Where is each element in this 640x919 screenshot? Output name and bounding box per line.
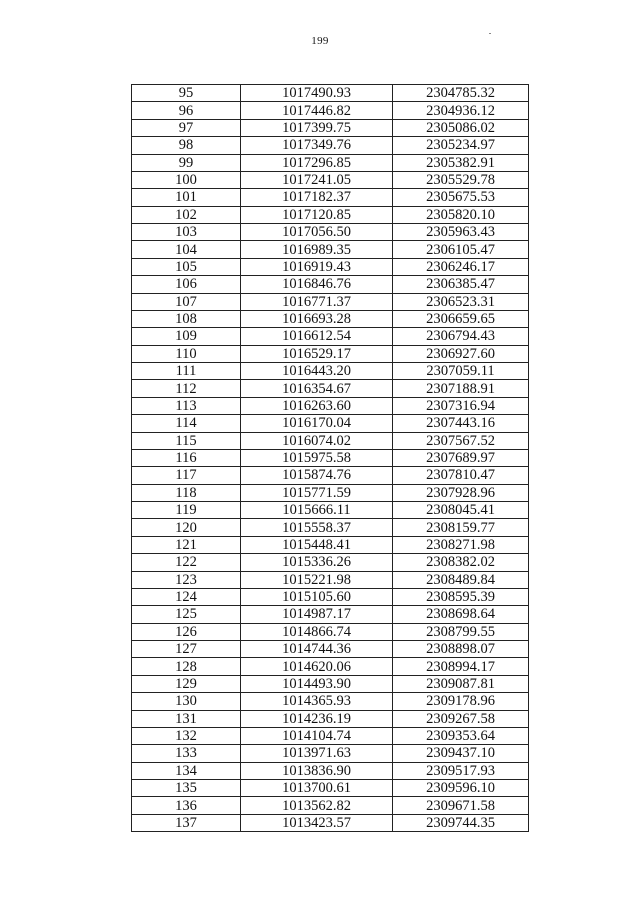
point-number-cell: 124 [132, 588, 241, 605]
point-number-cell: 100 [132, 171, 241, 188]
point-number-cell: 116 [132, 449, 241, 466]
point-number-cell: 98 [132, 137, 241, 154]
table-row [132, 102, 529, 119]
x-coordinate-cell: 1014236.19 [241, 710, 393, 727]
y-coordinate-cell: 2305820.10 [393, 206, 529, 223]
point-number-cell: 127 [132, 641, 241, 658]
x-coordinate-cell: 1014744.36 [241, 641, 393, 658]
point-number-cell: 111 [132, 363, 241, 380]
table-row [132, 502, 529, 519]
x-coordinate-cell: 1013700.61 [241, 780, 393, 797]
coordinate-table-body [132, 85, 529, 832]
point-number-cell: 101 [132, 189, 241, 206]
y-coordinate-cell: 2307928.96 [393, 484, 529, 501]
point-number-cell: 134 [132, 762, 241, 779]
x-coordinate-cell: 1017056.50 [241, 224, 393, 241]
y-coordinate-cell: 2306927.60 [393, 345, 529, 362]
y-coordinate-cell: 2305529.78 [393, 171, 529, 188]
x-coordinate-cell: 1016612.54 [241, 328, 393, 345]
x-coordinate-cell: 1015874.76 [241, 467, 393, 484]
y-coordinate-cell: 2307810.47 [393, 467, 529, 484]
point-number-cell: 137 [132, 814, 241, 831]
x-coordinate-cell: 1016919.43 [241, 258, 393, 275]
table-row [132, 171, 529, 188]
table-row [132, 449, 529, 466]
table-row [132, 554, 529, 571]
x-coordinate-cell: 1016693.28 [241, 310, 393, 327]
y-coordinate-cell: 2308994.17 [393, 658, 529, 675]
y-coordinate-cell: 2305382.91 [393, 154, 529, 171]
x-coordinate-cell: 1016771.37 [241, 293, 393, 310]
point-number-cell: 96 [132, 102, 241, 119]
table-row [132, 276, 529, 293]
y-coordinate-cell: 2306385.47 [393, 276, 529, 293]
table-row [132, 606, 529, 623]
y-coordinate-cell: 2308898.07 [393, 641, 529, 658]
point-number-cell: 99 [132, 154, 241, 171]
point-number-cell: 135 [132, 780, 241, 797]
x-coordinate-cell: 1013971.63 [241, 745, 393, 762]
x-coordinate-cell: 1017296.85 [241, 154, 393, 171]
y-coordinate-cell: 2305963.43 [393, 224, 529, 241]
x-coordinate-cell: 1017349.76 [241, 137, 393, 154]
point-number-cell: 109 [132, 328, 241, 345]
table-row [132, 762, 529, 779]
point-number-cell: 128 [132, 658, 241, 675]
y-coordinate-cell: 2306523.31 [393, 293, 529, 310]
x-coordinate-cell: 1017120.85 [241, 206, 393, 223]
table-row [132, 328, 529, 345]
table-row [132, 536, 529, 553]
point-number-cell: 114 [132, 415, 241, 432]
table-row [132, 658, 529, 675]
table-row [132, 641, 529, 658]
table-row [132, 363, 529, 380]
point-number-cell: 108 [132, 310, 241, 327]
point-number-cell: 102 [132, 206, 241, 223]
x-coordinate-cell: 1017490.93 [241, 85, 393, 102]
x-coordinate-cell: 1015975.58 [241, 449, 393, 466]
x-coordinate-cell: 1013836.90 [241, 762, 393, 779]
point-number-cell: 130 [132, 693, 241, 710]
x-coordinate-cell: 1013562.82 [241, 797, 393, 814]
x-coordinate-cell: 1016443.20 [241, 363, 393, 380]
x-coordinate-cell: 1014104.74 [241, 727, 393, 744]
table-row [132, 675, 529, 692]
y-coordinate-cell: 2309087.81 [393, 675, 529, 692]
y-coordinate-cell: 2308382.02 [393, 554, 529, 571]
y-coordinate-cell: 2309671.58 [393, 797, 529, 814]
y-coordinate-cell: 2308698.64 [393, 606, 529, 623]
y-coordinate-cell: 2309178.96 [393, 693, 529, 710]
y-coordinate-cell: 2309744.35 [393, 814, 529, 831]
y-coordinate-cell: 2308799.55 [393, 623, 529, 640]
table-row [132, 397, 529, 414]
table-row [132, 797, 529, 814]
y-coordinate-cell: 2307316.94 [393, 397, 529, 414]
y-coordinate-cell: 2307188.91 [393, 380, 529, 397]
y-coordinate-cell: 2308159.77 [393, 519, 529, 536]
point-number-cell: 112 [132, 380, 241, 397]
x-coordinate-cell: 1015336.26 [241, 554, 393, 571]
y-coordinate-cell: 2309517.93 [393, 762, 529, 779]
x-coordinate-cell: 1017182.37 [241, 189, 393, 206]
table-row [132, 415, 529, 432]
coordinate-table-container [131, 84, 528, 832]
table-row [132, 467, 529, 484]
y-coordinate-cell: 2307443.16 [393, 415, 529, 432]
point-number-cell: 117 [132, 467, 241, 484]
y-coordinate-cell: 2306659.65 [393, 310, 529, 327]
x-coordinate-cell: 1016074.02 [241, 432, 393, 449]
x-coordinate-cell: 1014987.17 [241, 606, 393, 623]
x-coordinate-cell: 1016170.04 [241, 415, 393, 432]
table-row [132, 780, 529, 797]
table-row [132, 345, 529, 362]
page-number: 199 [311, 35, 329, 47]
point-number-cell: 103 [132, 224, 241, 241]
table-row [132, 119, 529, 136]
point-number-cell: 125 [132, 606, 241, 623]
table-row [132, 85, 529, 102]
x-coordinate-cell: 1015221.98 [241, 571, 393, 588]
y-coordinate-cell: 2304785.32 [393, 85, 529, 102]
x-coordinate-cell: 1014365.93 [241, 693, 393, 710]
table-row [132, 241, 529, 258]
x-coordinate-cell: 1017399.75 [241, 119, 393, 136]
x-coordinate-cell: 1014493.90 [241, 675, 393, 692]
point-number-cell: 105 [132, 258, 241, 275]
coordinate-table [131, 84, 529, 832]
point-number-cell: 97 [132, 119, 241, 136]
y-coordinate-cell: 2308045.41 [393, 502, 529, 519]
point-number-cell: 123 [132, 571, 241, 588]
table-row [132, 710, 529, 727]
x-coordinate-cell: 1016354.67 [241, 380, 393, 397]
table-row [132, 588, 529, 605]
table-row [132, 189, 529, 206]
x-coordinate-cell: 1015448.41 [241, 536, 393, 553]
point-number-cell: 115 [132, 432, 241, 449]
point-number-cell: 95 [132, 85, 241, 102]
table-row [132, 623, 529, 640]
x-coordinate-cell: 1013423.57 [241, 814, 393, 831]
x-coordinate-cell: 1015105.60 [241, 588, 393, 605]
table-row [132, 380, 529, 397]
scan-speck [489, 33, 491, 34]
y-coordinate-cell: 2307059.11 [393, 363, 529, 380]
y-coordinate-cell: 2307567.52 [393, 432, 529, 449]
table-row [132, 745, 529, 762]
point-number-cell: 119 [132, 502, 241, 519]
x-coordinate-cell: 1017241.05 [241, 171, 393, 188]
y-coordinate-cell: 2308489.84 [393, 571, 529, 588]
y-coordinate-cell: 2308595.39 [393, 588, 529, 605]
y-coordinate-cell: 2306794.43 [393, 328, 529, 345]
point-number-cell: 120 [132, 519, 241, 536]
x-coordinate-cell: 1016989.35 [241, 241, 393, 258]
point-number-cell: 131 [132, 710, 241, 727]
table-row [132, 137, 529, 154]
table-row [132, 224, 529, 241]
x-coordinate-cell: 1014620.06 [241, 658, 393, 675]
y-coordinate-cell: 2306246.17 [393, 258, 529, 275]
table-row [132, 693, 529, 710]
table-row [132, 310, 529, 327]
table-row [132, 727, 529, 744]
point-number-cell: 121 [132, 536, 241, 553]
y-coordinate-cell: 2305086.02 [393, 119, 529, 136]
table-row [132, 293, 529, 310]
x-coordinate-cell: 1017446.82 [241, 102, 393, 119]
x-coordinate-cell: 1015771.59 [241, 484, 393, 501]
table-row [132, 206, 529, 223]
x-coordinate-cell: 1015666.11 [241, 502, 393, 519]
point-number-cell: 126 [132, 623, 241, 640]
point-number-cell: 104 [132, 241, 241, 258]
point-number-cell: 133 [132, 745, 241, 762]
table-row [132, 432, 529, 449]
point-number-cell: 107 [132, 293, 241, 310]
point-number-cell: 113 [132, 397, 241, 414]
y-coordinate-cell: 2304936.12 [393, 102, 529, 119]
y-coordinate-cell: 2309596.10 [393, 780, 529, 797]
point-number-cell: 118 [132, 484, 241, 501]
table-row [132, 258, 529, 275]
table-row [132, 484, 529, 501]
y-coordinate-cell: 2307689.97 [393, 449, 529, 466]
table-row [132, 154, 529, 171]
point-number-cell: 110 [132, 345, 241, 362]
y-coordinate-cell: 2308271.98 [393, 536, 529, 553]
point-number-cell: 129 [132, 675, 241, 692]
y-coordinate-cell: 2309267.58 [393, 710, 529, 727]
x-coordinate-cell: 1016263.60 [241, 397, 393, 414]
y-coordinate-cell: 2305675.53 [393, 189, 529, 206]
x-coordinate-cell: 1016846.76 [241, 276, 393, 293]
table-row [132, 519, 529, 536]
table-row [132, 814, 529, 831]
y-coordinate-cell: 2309353.64 [393, 727, 529, 744]
point-number-cell: 136 [132, 797, 241, 814]
x-coordinate-cell: 1015558.37 [241, 519, 393, 536]
x-coordinate-cell: 1014866.74 [241, 623, 393, 640]
point-number-cell: 122 [132, 554, 241, 571]
point-number-cell: 132 [132, 727, 241, 744]
y-coordinate-cell: 2306105.47 [393, 241, 529, 258]
table-row [132, 571, 529, 588]
y-coordinate-cell: 2305234.97 [393, 137, 529, 154]
x-coordinate-cell: 1016529.17 [241, 345, 393, 362]
y-coordinate-cell: 2309437.10 [393, 745, 529, 762]
point-number-cell: 106 [132, 276, 241, 293]
